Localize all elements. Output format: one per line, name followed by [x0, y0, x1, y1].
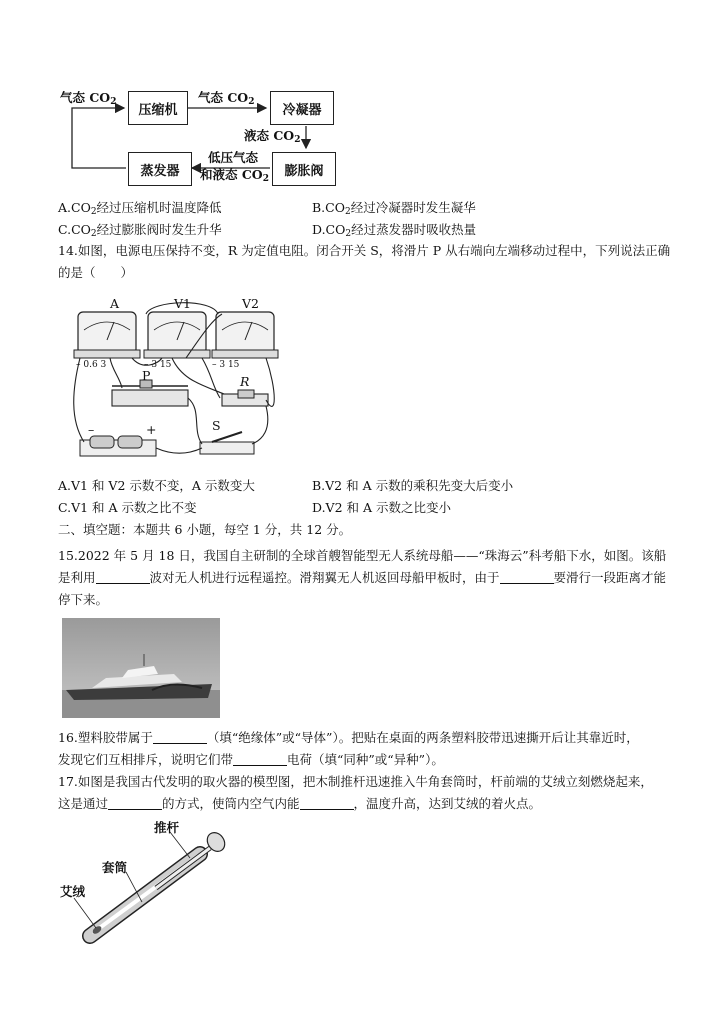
pushrod-label: 推杆	[154, 820, 180, 835]
rheostat-body	[112, 380, 188, 406]
refrigeration-cycle-diagram	[58, 82, 348, 192]
tinder-label: 艾绒	[60, 884, 86, 899]
q17-blank-2[interactable]	[300, 797, 354, 810]
q17-blank-1[interactable]	[108, 797, 162, 810]
ammeter-terminals: – 0.6 3	[76, 360, 107, 370]
q17-line2: 这是通过 的方式，使筒内空气内能 ，温度升高，达到艾绒的着火点。	[58, 796, 542, 811]
battery-body	[80, 436, 156, 456]
condenser-label: 冷凝器	[282, 102, 322, 118]
v1-label: V1	[174, 296, 191, 311]
ship-illustration	[62, 618, 220, 718]
q14-stem-line1: 14.如图，电源电压保持不变，R 为定值电阻。闭合开关 S，将滑片 P 从右端向左端移动过程中，下列说法正确	[58, 243, 671, 258]
q15-blank-2[interactable]	[500, 571, 554, 584]
ammeter-label: A	[110, 296, 120, 311]
q16-line1: 16.塑料胶带属于 （填“绝缘体”或“导体”）。把贴在桌面的两条塑料胶带迅速撕开后让其靠近时，	[58, 730, 639, 745]
q15-line1: 15.2022 年 5 月 18 日，我国自主研制的全球首艘智能型无人系统母船——“珠海云”科考船下水，如图。该船	[58, 548, 667, 563]
compressor-box	[128, 91, 188, 125]
voltmeter-v2-body	[212, 312, 278, 358]
sleeve-label: 套筒	[102, 860, 128, 875]
gas-co2-left-label: 气态 $CO_2$	[60, 90, 117, 107]
ammeter-body	[74, 312, 140, 358]
evaporator-box	[128, 152, 192, 186]
q16-line2: 发现它们互相排斥，说明它们带 电荷（填“同种”或“异种”）。	[58, 752, 444, 767]
q14-stem-line2: 的是（ ）	[58, 265, 134, 280]
q13-option-b: $B.CO_2$经过冷凝器时发生凝华	[312, 200, 476, 217]
gas-co2-top-label: 气态 $CO_2$	[198, 90, 255, 107]
q16-blank-1[interactable]	[153, 731, 207, 744]
q15-line2: 是利用 波对无人机进行远程遥控。滑翔翼无人机返回母船甲板时，由于 要滑行一段距离才能	[58, 570, 667, 585]
battery-plus-label: +	[146, 422, 157, 437]
fire-piston-drawing	[60, 818, 230, 948]
expansion-valve-box	[272, 152, 336, 186]
ship-photo	[62, 618, 220, 718]
evaporator-label: 蒸发器	[140, 163, 180, 179]
q17-line1: 17.如图是我国古代发明的取火器的模型图，把木制推杆迅速推入牛角套筒时，杆前端的艾绒立刻燃烧起来，	[58, 774, 653, 789]
battery-minus-label: –	[88, 422, 95, 437]
v2-terminals: – 3 15	[212, 360, 240, 370]
expansion-valve-label: 膨胀阀	[284, 163, 324, 179]
q15-line3: 停下来。	[58, 592, 109, 607]
switch-s-label: S	[212, 418, 221, 433]
condenser-box	[270, 91, 334, 125]
section-2-heading: 二、填空题：本题共 6 小题，每空 1 分，共 12 分。	[58, 522, 352, 537]
q14-option-a: A.V1 和 V2 示数不变，A 示数变大	[58, 478, 255, 493]
q14-option-d: D.V2 和 A 示数之比变小	[312, 500, 451, 515]
circuit-diagram	[62, 290, 282, 470]
q14-option-c: C.V1 和 A 示数之比不变	[58, 500, 197, 515]
q16-blank-2[interactable]	[233, 753, 287, 766]
low-pressure-label-1: 低压气态	[208, 150, 259, 165]
q15-blank-1[interactable]	[96, 571, 150, 584]
resistor-body	[222, 390, 268, 406]
compressor-label: 压缩机	[138, 102, 178, 118]
q13-option-d: $D.CO_2$经过蒸发器时吸收热量	[312, 222, 477, 239]
q13-option-a: $A.CO_2$经过压缩机时温度降低	[58, 200, 222, 217]
q14-option-b: B.V2 和 A 示数的乘积先变大后变小	[312, 478, 514, 493]
liquid-co2-label: 液态 $CO_2$	[244, 128, 301, 145]
q13-option-c: $C.CO_2$经过膨胀阀时发生升华	[58, 222, 222, 239]
fire-piston-diagram	[60, 818, 230, 948]
slider-p-label: P	[142, 368, 151, 383]
resistor-r-label: R	[240, 374, 250, 389]
switch-body	[200, 432, 254, 454]
v1-terminals: – 3 15	[144, 360, 172, 370]
v2-label: V2	[242, 296, 259, 311]
low-pressure-label-2: 和液态 $CO_2$	[200, 167, 269, 184]
voltmeter-v1-body	[144, 312, 210, 358]
